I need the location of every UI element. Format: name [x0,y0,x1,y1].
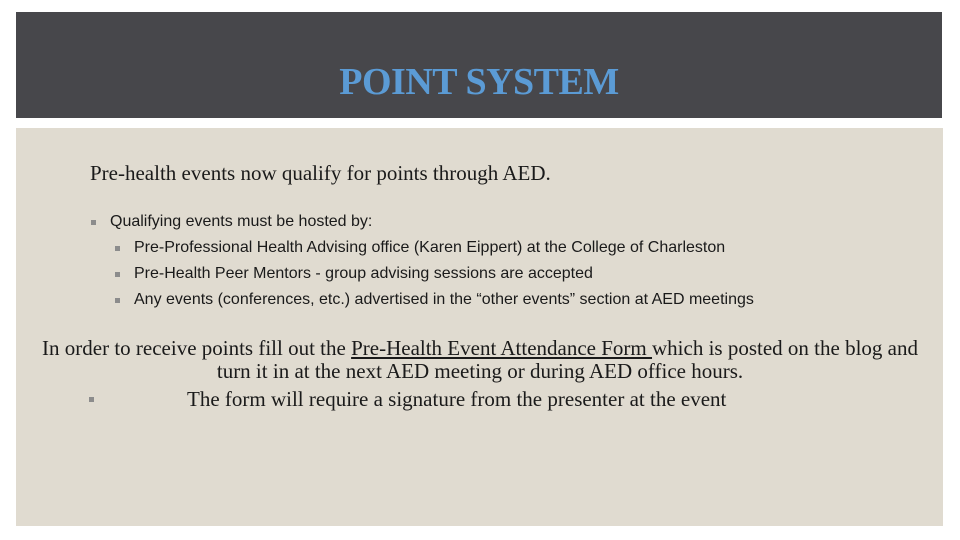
attendance-form-link[interactable]: Pre-Health Event Attendance Form [351,336,653,360]
form-note-text: The form will require a signature from the presenter at the event [187,387,727,411]
square-bullet-icon [91,220,96,225]
square-bullet-icon [115,298,120,303]
sub-bullet-item [91,261,911,287]
bullet-text: Qualifying events must be hosted by: [110,213,373,230]
square-bullet-icon [115,272,120,277]
sub-bullet-text: Any events (conferences, etc.) advertised in the “other events” section at AED meetings [134,291,754,308]
square-bullet-icon [115,246,120,251]
sub-bullet-item [91,287,911,313]
sub-bullet-item [91,235,911,261]
slide-title: POINT SYSTEM [339,61,619,103]
paragraph-text-end: which is posted on the blog and turn it in at the next AED meeting or during AED office hours. [216,336,918,383]
lead-text: Pre-health events now qualify for points through AED. [90,161,551,185]
sub-bullet-text: Pre-Professional Health Advising office (Karen Eippert) at the College of Charleston [134,239,726,256]
paragraph-text-start: In order to receive points fill out the [42,336,352,360]
instruction-paragraph [40,337,920,383]
bullet-item [91,209,911,235]
form-note-bullet [88,387,878,411]
title-bar [16,12,942,118]
square-bullet-icon [89,397,94,402]
sub-bullet-text: Pre-Health Peer Mentors - group advising sessions are accepted [134,265,593,282]
bullet-list [91,209,911,313]
content-panel [16,128,943,526]
